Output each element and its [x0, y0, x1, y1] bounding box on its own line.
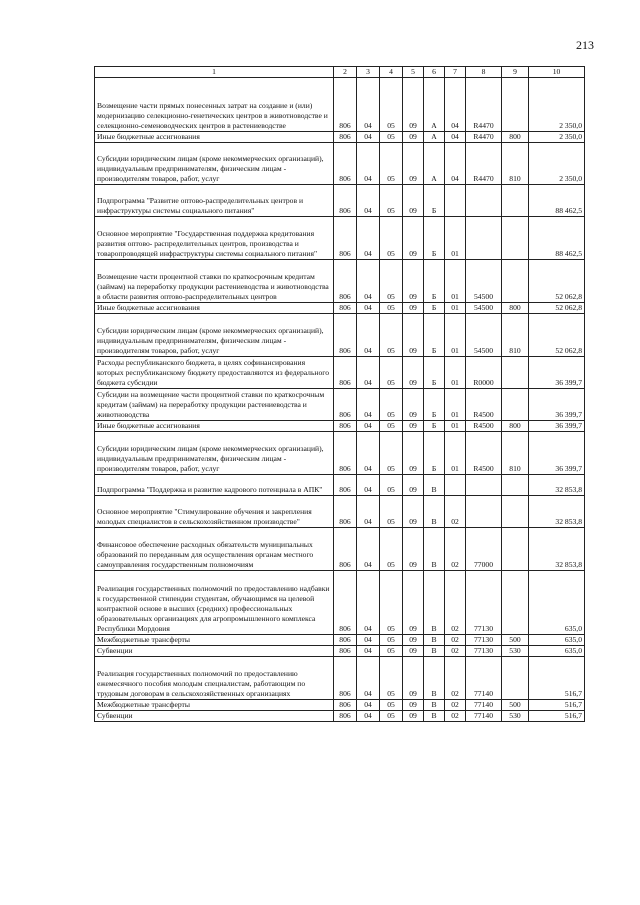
cell-code-7: 02	[445, 571, 466, 635]
cell-code-4: 05	[380, 496, 403, 528]
cell-code-7: 01	[445, 302, 466, 313]
cell-code-4: 05	[380, 302, 403, 313]
col-header: 8	[466, 67, 502, 78]
cell-code-6: Б	[424, 356, 445, 388]
cell-code-8: 77140	[466, 711, 502, 722]
cell-code-6: В	[424, 528, 445, 571]
cell-code-7	[445, 185, 466, 217]
cell-code-8: 54500	[466, 260, 502, 303]
cell-name: Межбюджетные трансферты	[95, 700, 334, 711]
col-header: 2	[334, 67, 357, 78]
cell-name: Субсидии юридическим лицам (кроме некоммерческих организаций), индивидуальным предпринимателям, физическим лицам - производителям товаров, работ, услуг	[95, 142, 334, 185]
cell-code-4: 05	[380, 646, 403, 657]
cell-code-5: 09	[403, 571, 424, 635]
cell-code-5: 09	[403, 700, 424, 711]
cell-code-5: 09	[403, 646, 424, 657]
cell-code-4: 05	[380, 142, 403, 185]
cell-code-3: 04	[357, 700, 380, 711]
cell-code-5: 09	[403, 474, 424, 495]
cell-code-9: 810	[502, 142, 529, 185]
cell-amount: 516,7	[529, 711, 585, 722]
cell-code-7: 02	[445, 711, 466, 722]
cell-code-6: В	[424, 646, 445, 657]
table-row	[95, 635, 585, 646]
cell-code-4: 05	[380, 260, 403, 303]
cell-code-9	[502, 260, 529, 303]
cell-name: Межбюджетные трансферты	[95, 635, 334, 646]
cell-code-4: 05	[380, 700, 403, 711]
cell-code-8	[466, 474, 502, 495]
cell-code-3: 04	[357, 142, 380, 185]
cell-name: Подпрограмма "Поддержка и развитие кадрового потенциала в АПК"	[95, 474, 334, 495]
cell-code-9: 810	[502, 313, 529, 356]
cell-code-8: R4470	[466, 142, 502, 185]
cell-code-8: R4500	[466, 388, 502, 420]
cell-code-5: 09	[403, 142, 424, 185]
cell-code-9	[502, 356, 529, 388]
col-header: 1	[95, 67, 334, 78]
cell-code-3: 04	[357, 260, 380, 303]
cell-name: Субсидии юридическим лицам (кроме некоммерческих организаций), индивидуальным предпринимателям, физическим лицам - производителям товаров, работ, услуг	[95, 431, 334, 474]
cell-amount: 52 062,8	[529, 302, 585, 313]
cell-code-7: 04	[445, 78, 466, 132]
cell-code-8: 77000	[466, 528, 502, 571]
cell-code-3: 04	[357, 635, 380, 646]
cell-code-8: R4470	[466, 131, 502, 142]
cell-code-9: 800	[502, 420, 529, 431]
cell-code-6: Б	[424, 420, 445, 431]
cell-code-8: 77140	[466, 657, 502, 700]
table-body	[95, 78, 585, 722]
cell-name: Субсидии юридическим лицам (кроме некоммерческих организаций), индивидуальным предпринимателям, физическим лицам - производителям товаров, работ, услуг	[95, 313, 334, 356]
cell-code-6: Б	[424, 313, 445, 356]
cell-code-4: 05	[380, 185, 403, 217]
cell-code-8: R4500	[466, 420, 502, 431]
table-row	[95, 313, 585, 356]
table-row	[95, 356, 585, 388]
cell-code-9: 800	[502, 131, 529, 142]
cell-code-7: 01	[445, 356, 466, 388]
table-row	[95, 302, 585, 313]
cell-amount: 36 399,7	[529, 431, 585, 474]
cell-code-9: 500	[502, 635, 529, 646]
cell-code-5: 09	[403, 185, 424, 217]
cell-code-2: 806	[334, 571, 357, 635]
cell-code-4: 05	[380, 635, 403, 646]
cell-code-7: 01	[445, 217, 466, 260]
cell-name: Подпрограмма "Развитие оптово-распределительных центров и инфраструктуры системы социального питания"	[95, 185, 334, 217]
table-row	[95, 260, 585, 303]
cell-code-8: R4500	[466, 431, 502, 474]
cell-amount: 635,0	[529, 646, 585, 657]
cell-code-7: 02	[445, 528, 466, 571]
cell-amount: 32 853,8	[529, 474, 585, 495]
cell-code-2: 806	[334, 131, 357, 142]
cell-name: Субвенции	[95, 711, 334, 722]
cell-code-9	[502, 657, 529, 700]
cell-code-9	[502, 388, 529, 420]
cell-code-4: 05	[380, 356, 403, 388]
cell-code-8	[466, 217, 502, 260]
cell-code-6: Б	[424, 260, 445, 303]
cell-code-4: 05	[380, 711, 403, 722]
table-row	[95, 420, 585, 431]
cell-code-3: 04	[357, 217, 380, 260]
cell-code-8: R0000	[466, 356, 502, 388]
cell-code-3: 04	[357, 356, 380, 388]
cell-code-7: 01	[445, 388, 466, 420]
cell-code-2: 806	[334, 700, 357, 711]
cell-code-3: 04	[357, 646, 380, 657]
cell-code-8: 54500	[466, 302, 502, 313]
cell-code-5: 09	[403, 711, 424, 722]
cell-code-8: 77140	[466, 700, 502, 711]
col-header: 9	[502, 67, 529, 78]
cell-name: Основное мероприятие "Стимулирование обучения и закрепления молодых специалистов в сельскохозяйственном производстве"	[95, 496, 334, 528]
table-row	[95, 474, 585, 495]
cell-code-6: А	[424, 142, 445, 185]
cell-name: Возмещение части процентной ставки по краткосрочным кредитам (займам) на переработку продукции растениеводства и животноводства в области развития оптово-распределительных центров	[95, 260, 334, 303]
cell-code-6: В	[424, 657, 445, 700]
cell-amount: 2 350,0	[529, 131, 585, 142]
cell-code-8	[466, 496, 502, 528]
cell-code-3: 04	[357, 496, 380, 528]
cell-code-7: 01	[445, 431, 466, 474]
cell-code-4: 05	[380, 657, 403, 700]
cell-amount: 36 399,7	[529, 356, 585, 388]
cell-code-9	[502, 474, 529, 495]
cell-code-3: 04	[357, 571, 380, 635]
cell-code-2: 806	[334, 217, 357, 260]
cell-code-2: 806	[334, 78, 357, 132]
cell-name: Реализация государственных полномочий по предоставлению ежемесячного пособия молодым специалистам, работающим по трудовым договорам в сельскохозяйственных организациях	[95, 657, 334, 700]
table-row	[95, 528, 585, 571]
table-row	[95, 711, 585, 722]
cell-code-6: В	[424, 474, 445, 495]
cell-code-5: 09	[403, 260, 424, 303]
cell-name: Иные бюджетные ассигнования	[95, 131, 334, 142]
cell-code-8	[466, 185, 502, 217]
table-row	[95, 78, 585, 132]
table-row	[95, 496, 585, 528]
table-row	[95, 657, 585, 700]
cell-code-6: Б	[424, 388, 445, 420]
cell-code-7: 01	[445, 420, 466, 431]
cell-amount: 2 350,0	[529, 78, 585, 132]
cell-name: Иные бюджетные ассигнования	[95, 302, 334, 313]
cell-code-2: 806	[334, 260, 357, 303]
cell-name: Субсидии на возмещение части процентной ставки по краткосрочным кредитам (займам) на переработку продукции растениеводства и животноводства	[95, 388, 334, 420]
cell-code-7: 02	[445, 700, 466, 711]
cell-code-5: 09	[403, 388, 424, 420]
cell-code-7: 04	[445, 142, 466, 185]
cell-code-6: В	[424, 496, 445, 528]
cell-code-5: 09	[403, 657, 424, 700]
cell-amount: 635,0	[529, 635, 585, 646]
cell-code-3: 04	[357, 420, 380, 431]
cell-code-4: 05	[380, 313, 403, 356]
cell-code-6: В	[424, 700, 445, 711]
cell-code-2: 806	[334, 496, 357, 528]
cell-code-3: 04	[357, 474, 380, 495]
cell-code-6: Б	[424, 431, 445, 474]
table-row	[95, 131, 585, 142]
cell-code-2: 806	[334, 302, 357, 313]
cell-code-5: 09	[403, 131, 424, 142]
table-row	[95, 646, 585, 657]
cell-code-4: 05	[380, 420, 403, 431]
cell-code-9	[502, 185, 529, 217]
cell-amount: 36 399,7	[529, 388, 585, 420]
cell-code-3: 04	[357, 313, 380, 356]
cell-name: Основное мероприятие "Государственная поддержка кредитования развития оптово- распределительных центров, производства и товаропроводящей инфраструктуры системы социального питания"	[95, 217, 334, 260]
cell-name: Субвенции	[95, 646, 334, 657]
cell-code-3: 04	[357, 528, 380, 571]
table-row	[95, 142, 585, 185]
cell-code-5: 09	[403, 356, 424, 388]
cell-code-9: 530	[502, 646, 529, 657]
cell-amount: 32 853,8	[529, 496, 585, 528]
cell-code-4: 05	[380, 528, 403, 571]
cell-code-5: 09	[403, 431, 424, 474]
cell-code-8: 77130	[466, 646, 502, 657]
header-row	[95, 67, 585, 78]
cell-code-9	[502, 571, 529, 635]
cell-amount: 2 350,0	[529, 142, 585, 185]
cell-name: Возмещение части прямых понесенных затрат на создание и (или) модернизацию селекционно-генетических центров в животноводстве и селекционно-семеноводческих центров в растениеводстве	[95, 78, 334, 132]
cell-code-6: Б	[424, 217, 445, 260]
cell-code-7	[445, 474, 466, 495]
table-row	[95, 388, 585, 420]
budget-table	[94, 66, 585, 722]
cell-code-6: Б	[424, 185, 445, 217]
cell-code-6: В	[424, 711, 445, 722]
cell-code-3: 04	[357, 431, 380, 474]
cell-code-3: 04	[357, 78, 380, 132]
cell-amount: 36 399,7	[529, 420, 585, 431]
cell-amount: 516,7	[529, 700, 585, 711]
cell-code-5: 09	[403, 217, 424, 260]
page-number: 213	[576, 38, 594, 52]
cell-code-7: 02	[445, 635, 466, 646]
cell-code-4: 05	[380, 571, 403, 635]
cell-code-9	[502, 496, 529, 528]
col-header: 6	[424, 67, 445, 78]
cell-code-2: 806	[334, 711, 357, 722]
cell-code-3: 04	[357, 185, 380, 217]
col-header: 10	[529, 67, 585, 78]
cell-amount: 88 462,5	[529, 185, 585, 217]
cell-code-9: 500	[502, 700, 529, 711]
cell-code-9	[502, 217, 529, 260]
table-row	[95, 700, 585, 711]
cell-amount: 635,0	[529, 571, 585, 635]
cell-amount: 88 462,5	[529, 217, 585, 260]
table-row	[95, 431, 585, 474]
cell-name: Финансовое обеспечение расходных обязательств муниципальных образований по переданным для осуществления органам местного самоуправления государственным полномочиям	[95, 528, 334, 571]
table-row	[95, 571, 585, 635]
cell-code-7: 01	[445, 313, 466, 356]
cell-code-5: 09	[403, 78, 424, 132]
col-header: 7	[445, 67, 466, 78]
cell-code-3: 04	[357, 711, 380, 722]
cell-code-5: 09	[403, 302, 424, 313]
cell-code-3: 04	[357, 388, 380, 420]
cell-amount: 52 062,8	[529, 313, 585, 356]
col-header: 4	[380, 67, 403, 78]
cell-code-6: Б	[424, 302, 445, 313]
table-row	[95, 185, 585, 217]
cell-code-8: 54500	[466, 313, 502, 356]
cell-code-3: 04	[357, 657, 380, 700]
cell-code-8: 77130	[466, 635, 502, 646]
cell-code-4: 05	[380, 431, 403, 474]
cell-amount: 516,7	[529, 657, 585, 700]
cell-code-9	[502, 78, 529, 132]
cell-code-2: 806	[334, 646, 357, 657]
cell-code-6: В	[424, 571, 445, 635]
table-row	[95, 217, 585, 260]
cell-code-4: 05	[380, 388, 403, 420]
cell-code-9: 810	[502, 431, 529, 474]
cell-name: Реализация государственных полномочий по предоставлению надбавки к государственной стипендии студентам, обучающимся на целевой контрактной основе в высших (средних) профессиональных образовательных организациях для агропромышленного комплекса Республики Мордовия	[95, 571, 334, 635]
cell-code-2: 806	[334, 431, 357, 474]
cell-code-8: 77130	[466, 571, 502, 635]
cell-code-5: 09	[403, 420, 424, 431]
cell-code-2: 806	[334, 142, 357, 185]
cell-code-2: 806	[334, 356, 357, 388]
cell-code-2: 806	[334, 657, 357, 700]
cell-code-9: 800	[502, 302, 529, 313]
cell-code-2: 806	[334, 528, 357, 571]
cell-code-8: R4470	[466, 78, 502, 132]
cell-code-6: А	[424, 78, 445, 132]
cell-code-5: 09	[403, 313, 424, 356]
cell-code-3: 04	[357, 131, 380, 142]
cell-code-7: 02	[445, 646, 466, 657]
col-header: 5	[403, 67, 424, 78]
cell-name: Расходы республиканского бюджета, в целях софинансирования которых республиканскому бюджету предоставляются из федерального бюджета субсидии	[95, 356, 334, 388]
cell-code-2: 806	[334, 474, 357, 495]
cell-code-5: 09	[403, 528, 424, 571]
cell-code-5: 09	[403, 496, 424, 528]
cell-code-6: А	[424, 131, 445, 142]
cell-code-2: 806	[334, 313, 357, 356]
cell-code-7: 02	[445, 496, 466, 528]
cell-code-7: 01	[445, 260, 466, 303]
cell-code-4: 05	[380, 474, 403, 495]
cell-code-4: 05	[380, 78, 403, 132]
cell-code-6: В	[424, 635, 445, 646]
cell-code-7: 02	[445, 657, 466, 700]
cell-code-7: 04	[445, 131, 466, 142]
cell-amount: 32 853,8	[529, 528, 585, 571]
cell-code-3: 04	[357, 302, 380, 313]
cell-code-2: 806	[334, 635, 357, 646]
cell-code-9	[502, 528, 529, 571]
cell-code-4: 05	[380, 131, 403, 142]
cell-code-2: 806	[334, 388, 357, 420]
cell-code-4: 05	[380, 217, 403, 260]
cell-code-2: 806	[334, 420, 357, 431]
cell-code-2: 806	[334, 185, 357, 217]
cell-code-9: 530	[502, 711, 529, 722]
cell-name: Иные бюджетные ассигнования	[95, 420, 334, 431]
cell-amount: 52 062,8	[529, 260, 585, 303]
col-header: 3	[357, 67, 380, 78]
cell-code-5: 09	[403, 635, 424, 646]
